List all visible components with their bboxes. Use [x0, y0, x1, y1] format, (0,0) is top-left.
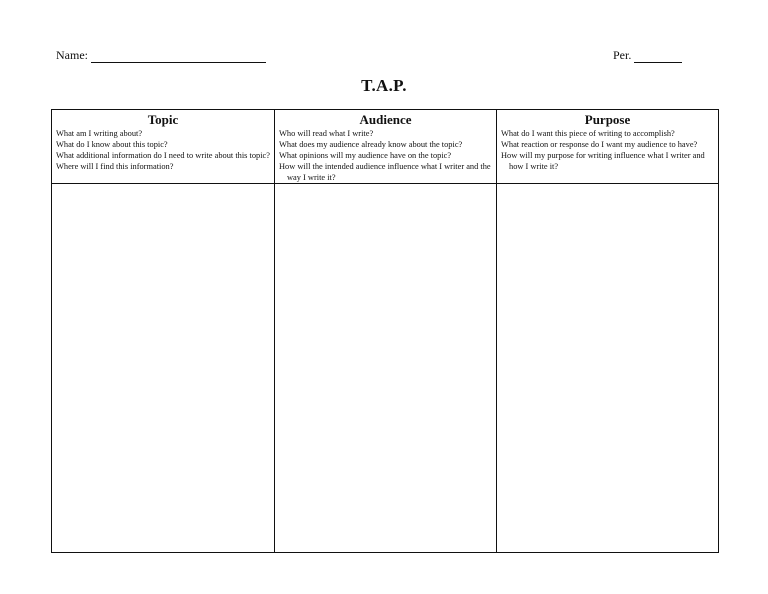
- audience-heading: Audience: [359, 112, 412, 127]
- name-field-row: [56, 48, 266, 63]
- topic-question: What am I writing about?: [56, 129, 143, 138]
- topic-writing-area[interactable]: [52, 184, 274, 552]
- topic-question: Where will I find this information?: [56, 162, 174, 171]
- purpose-heading: Purpose: [584, 112, 631, 127]
- purpose-question: What do I want this piece of writing to accomplish?: [501, 129, 675, 138]
- audience-question: How will the intended audience influence what I writer and the way I write it?: [279, 162, 491, 182]
- audience-header-cell: [275, 110, 496, 184]
- topic-question: What do I know about this topic?: [56, 140, 168, 149]
- topic-header-cell: [52, 110, 274, 184]
- page-title: T.A.P.: [361, 76, 407, 95]
- audience-column: [274, 110, 496, 552]
- period-blank-line[interactable]: [634, 49, 682, 63]
- period-label: Per.: [613, 48, 632, 62]
- topic-question: What additional information do I need to write about this topic?: [56, 151, 270, 160]
- name-label: Name:: [56, 48, 88, 62]
- purpose-header-cell: [497, 110, 718, 184]
- purpose-question: What reaction or response do I want my audience to have?: [501, 140, 698, 149]
- purpose-column: [496, 110, 718, 552]
- audience-question: Who will read what I write?: [279, 129, 374, 138]
- topic-heading: Topic: [147, 112, 179, 127]
- name-blank-line[interactable]: [91, 49, 266, 63]
- topic-column: [52, 110, 274, 552]
- period-field-row: [613, 48, 682, 63]
- purpose-writing-area[interactable]: [497, 184, 718, 552]
- audience-question: What does my audience already know about the topic?: [279, 140, 463, 149]
- audience-question: What opinions will my audience have on the topic?: [279, 151, 452, 160]
- audience-writing-area[interactable]: [275, 184, 496, 552]
- tap-table: [51, 109, 719, 553]
- purpose-question: How will my purpose for writing influence what I writer and how I write it?: [501, 151, 705, 171]
